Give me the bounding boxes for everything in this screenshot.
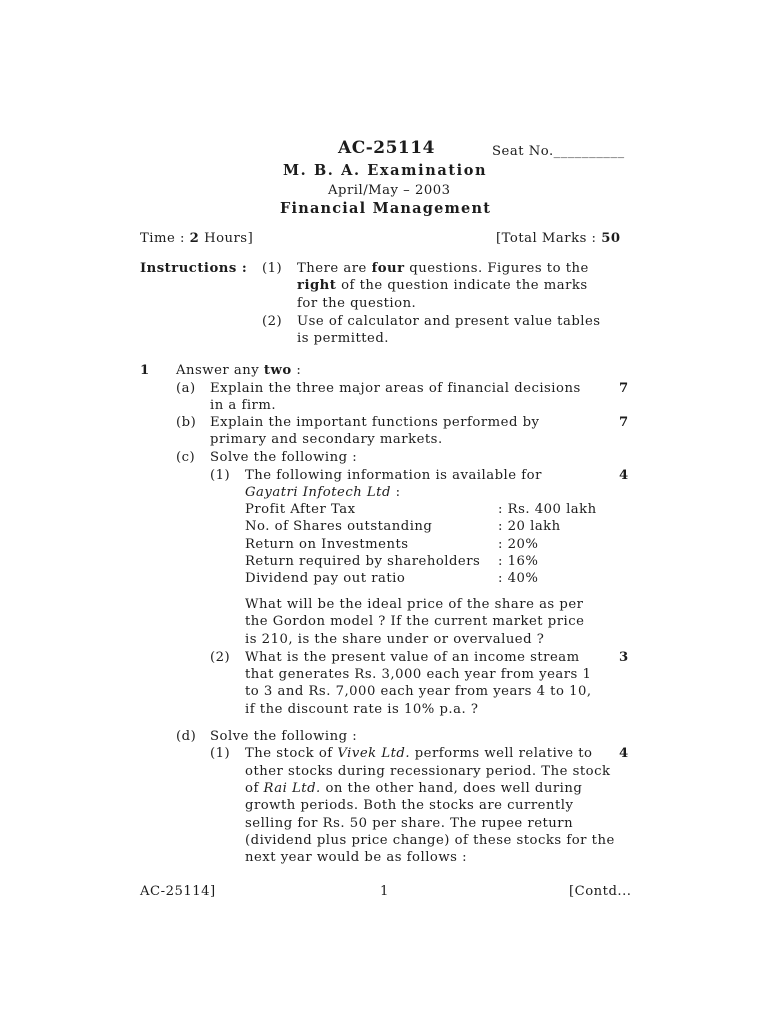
info-row-key: Profit After Tax [245,502,356,517]
exam-title: M. B. A. Examination [283,162,488,179]
part-c-label: (c) [176,450,196,465]
instruction-2-number: (2) [262,314,283,329]
part-c-2-marks: 3 [619,650,629,665]
info-row-value: : 40% [498,571,539,586]
part-d-1-line-2: other stocks during recessionary period. The stock [245,764,611,779]
info-row-value: : 16% [498,554,539,569]
footer-paper-code: AC-25114] [140,884,216,899]
part-c-1-question-line-1: What will be the ideal price of the share as per [245,597,584,612]
part-d-1-number: (1) [210,746,231,761]
instructions-label: Instructions : [140,261,248,276]
info-row-key: Dividend pay out ratio [245,571,406,586]
part-b-label: (b) [176,415,197,430]
part-c-1-company: Gayatri Infotech Ltd : [245,485,401,500]
part-c-2-line-3: to 3 and Rs. 7,000 each year from years 4 to 10, [245,684,592,699]
continued-label: [Contd... [569,884,632,899]
part-b-line-2: primary and secondary markets. [210,432,443,447]
part-c-1-marks: 4 [619,468,629,483]
part-d-1-line-5: selling for Rs. 50 per share. The rupee return [245,816,574,831]
exam-session: April/May – 2003 [328,183,451,198]
part-d-1-line-3: of Rai Ltd. on the other hand, does well during [245,781,583,796]
part-d-label: (d) [176,729,197,744]
part-b-marks: 7 [619,415,629,430]
info-row-value: : 20% [498,537,539,552]
part-c-2-line-2: that generates Rs. 3,000 each year from years 1 [245,667,592,682]
part-c-2-number: (2) [210,650,231,665]
time-allowed [140,230,253,247]
part-c-1-line-1: The following information is available for [245,468,542,483]
part-c-2-line-1: What is the present value of an income stream [245,650,580,665]
time-prefix: Time : [140,231,185,246]
page-number: 1 [380,884,389,899]
part-c-2-line-4: if the discount rate is 10% p.a. ? [245,702,479,717]
subject-title: Financial Management [280,200,492,217]
question-1-number: 1 [140,363,150,378]
part-d-text: Solve the following : [210,729,358,744]
part-a-label: (a) [176,381,196,396]
total-marks [496,230,621,247]
instruction-1-line-1: There are four questions. Figures to the [297,261,589,276]
instruction-1-number: (1) [262,261,283,276]
info-row-value: : Rs. 400 lakh [498,502,597,517]
marks-value: 50 [601,231,621,246]
part-c-1-number: (1) [210,468,231,483]
part-a-marks: 7 [619,381,629,396]
part-d-1-marks: 4 [619,746,629,761]
instruction-1-line-2: right of the question indicate the marks [297,278,588,293]
part-b-line-1: Explain the important functions performed by [210,415,540,430]
seat-number-label: Seat No.__________ [492,144,625,159]
info-row-key: Return on Investments [245,537,409,552]
question-1-intro: Answer any two : [176,363,302,378]
info-row-key: Return required by shareholders [245,554,481,569]
part-d-1-line-7: next year would be as follows : [245,850,468,865]
instruction-2-line-2: is permitted. [297,331,389,346]
instruction-1-line-3: for the question. [297,296,417,311]
paper-code: AC-25114 [338,138,435,158]
info-row-value: : 20 lakh [498,519,561,534]
part-a-line-1: Explain the three major areas of financial decisions [210,381,581,396]
time-suffix: Hours] [204,231,254,246]
marks-prefix: [Total Marks : [496,231,597,246]
instruction-2-line-1: Use of calculator and present value tables [297,314,601,329]
part-a-line-2: in a firm. [210,398,277,413]
part-d-1-line-1: The stock of Vivek Ltd. performs well relative to [245,746,593,761]
time-value: 2 [189,231,200,246]
part-d-1-line-4: growth periods. Both the stocks are currently [245,798,574,813]
part-c-1-question-line-2: the Gordon model ? If the current market price [245,614,585,629]
info-row-key: No. of Shares outstanding [245,519,433,534]
part-c-1-question-line-3: is 210, is the share under or overvalued ? [245,632,545,647]
part-d-1-line-6: (dividend plus price change) of these stocks for the [245,833,615,848]
part-c-text: Solve the following : [210,450,358,465]
